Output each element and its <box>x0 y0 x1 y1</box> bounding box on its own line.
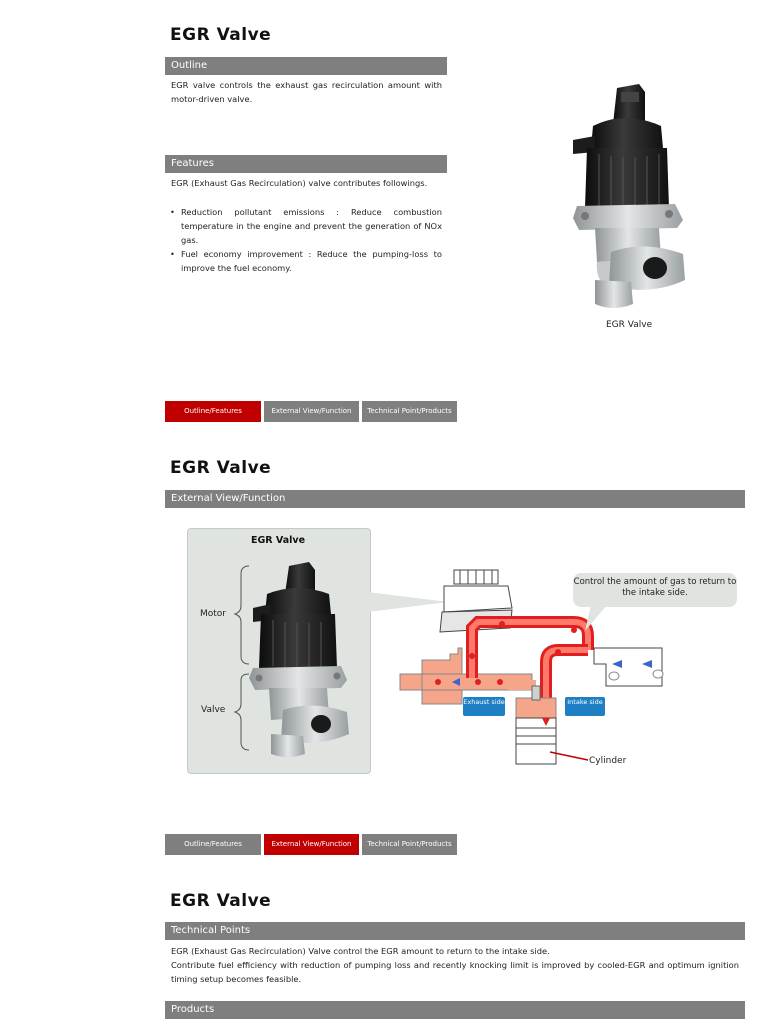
section2-title: EGR Valve <box>170 458 272 478</box>
callout-pointer <box>585 605 613 633</box>
outline-text: EGR valve controls the exhaust gas recirculation amount with motor-driven valve. <box>171 80 442 104</box>
features-intro: EGR (Exhaust Gas Recirculation) valve contributes followings. <box>171 178 428 188</box>
tab-outline-features[interactable]: Outline/Features <box>165 401 261 422</box>
intake-side-label: Intake side <box>565 697 605 716</box>
external-view-header: External View/Function <box>165 490 745 508</box>
technical-points-header: Technical Points <box>165 922 745 940</box>
tab-technical-point-products[interactable]: Technical Point/Products <box>362 401 457 422</box>
tab-technical-point-products[interactable]: Technical Point/Products <box>362 834 457 855</box>
technical-text-2: Contribute fuel efficiency with reduction of pumping loss and recently knocking limit is improved by cooled-EGR and optimum ignition timing setup becomes feasible. <box>171 960 739 984</box>
products-header: Products <box>165 1001 745 1019</box>
features-list <box>165 205 442 275</box>
exhaust-side-label: Exhaust side <box>463 697 505 716</box>
technical-text-1: EGR (Exhaust Gas Recirculation) Valve control the EGR amount to return to the intake side. <box>171 946 550 956</box>
features-header: Features <box>165 155 447 173</box>
product-image-caption: EGR Valve <box>606 320 653 330</box>
tab-external-view-function[interactable]: External View/Function <box>264 834 359 855</box>
function-callout: Control the amount of gas to return to the intake side. <box>573 573 737 607</box>
motor-label: Motor <box>200 609 227 619</box>
tab-external-view-function[interactable]: External View/Function <box>264 401 359 422</box>
outline-header: Outline <box>165 57 447 75</box>
page-title: EGR Valve <box>170 25 272 45</box>
cylinder-label: Cylinder <box>589 756 627 766</box>
valve-structure-illustration <box>187 528 369 772</box>
panel-title: EGR Valve <box>250 535 306 546</box>
valve-label: Valve <box>201 705 226 715</box>
egr-valve-product-image <box>565 82 690 314</box>
tab-outline-features[interactable]: Outline/Features <box>165 834 261 855</box>
features-item: • Reduction pollutant emissions : Reduce combustion temperature in the engine and prevent the generation of NOx gas. <box>165 205 442 247</box>
features-item: • Fuel economy improvement : Reduce the pumping-loss to improve the fuel economy. <box>165 247 442 275</box>
section3-title: EGR Valve <box>170 891 272 911</box>
